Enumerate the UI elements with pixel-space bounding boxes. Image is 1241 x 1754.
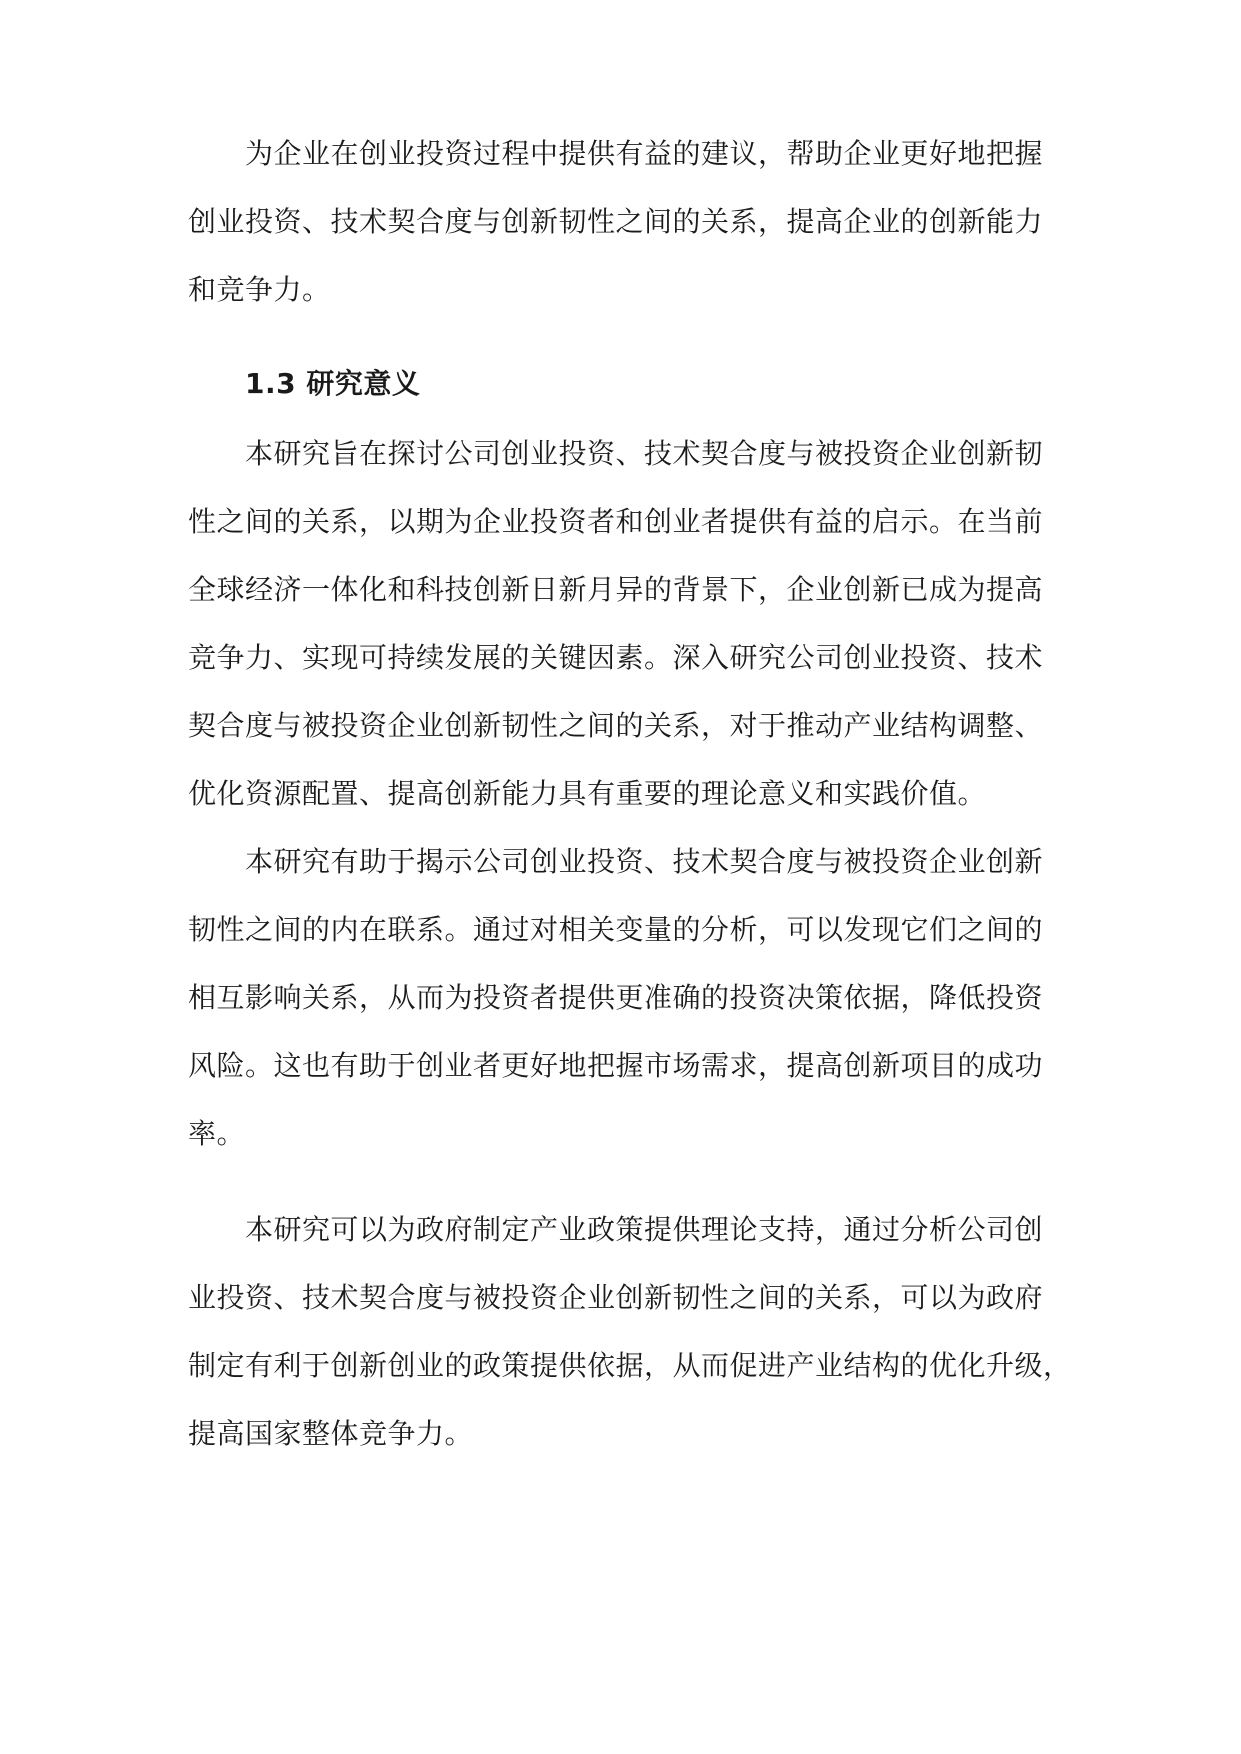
paragraph-2-line-5: 率。 bbox=[188, 1117, 246, 1150]
intro-line-1: 为企业在创业投资过程中提供有益的建议，帮助企业更好地把握 bbox=[245, 137, 1044, 170]
paragraph-1-line-6: 优化资源配置、提高创新能力具有重要的理论意义和实践价值。 bbox=[188, 777, 987, 810]
paragraph-2-line-3: 相互影响关系，从而为投资者提供更准确的投资决策依据，降低投资 bbox=[188, 981, 1044, 1014]
intro-line-3: 和竞争力。 bbox=[188, 273, 331, 306]
paragraph-1-line-1: 本研究旨在探讨公司创业投资、技术契合度与被投资企业创新韧 bbox=[245, 437, 1044, 470]
paragraph-3-line-4: 提高国家整体竞争力。 bbox=[188, 1417, 474, 1450]
section-heading: 1.3 研究意义 bbox=[245, 367, 421, 400]
paragraph-3-line-3: 制定有利于创新创业的政策提供依据，从而促进产业结构的优化升级， bbox=[188, 1349, 1072, 1382]
paragraph-3-line-1: 本研究可以为政府制定产业政策提供理论支持，通过分析公司创 bbox=[245, 1213, 1044, 1246]
paragraph-1-line-5: 契合度与被投资企业创新韧性之间的关系，对于推动产业结构调整、 bbox=[188, 709, 1044, 742]
paragraph-1-line-2: 性之间的关系，以期为企业投资者和创业者提供有益的启示。在当前 bbox=[188, 505, 1044, 538]
paragraph-2-line-4: 风险。这也有助于创业者更好地把握市场需求，提高创新项目的成功 bbox=[188, 1049, 1044, 1082]
paragraph-1-line-4: 竞争力、实现可持续发展的关键因素。深入研究公司创业投资、技术 bbox=[188, 641, 1044, 674]
paragraph-3-line-2: 业投资、技术契合度与被投资企业创新韧性之间的关系，可以为政府 bbox=[188, 1281, 1044, 1314]
intro-line-2: 创业投资、技术契合度与创新韧性之间的关系，提高企业的创新能力 bbox=[188, 205, 1044, 238]
paragraph-1-line-3: 全球经济一体化和科技创新日新月异的背景下，企业创新已成为提高 bbox=[188, 573, 1044, 606]
paragraph-2-line-2: 韧性之间的内在联系。通过对相关变量的分析，可以发现它们之间的 bbox=[188, 913, 1044, 946]
paragraph-2-line-1: 本研究有助于揭示公司创业投资、技术契合度与被投资企业创新 bbox=[245, 845, 1044, 878]
